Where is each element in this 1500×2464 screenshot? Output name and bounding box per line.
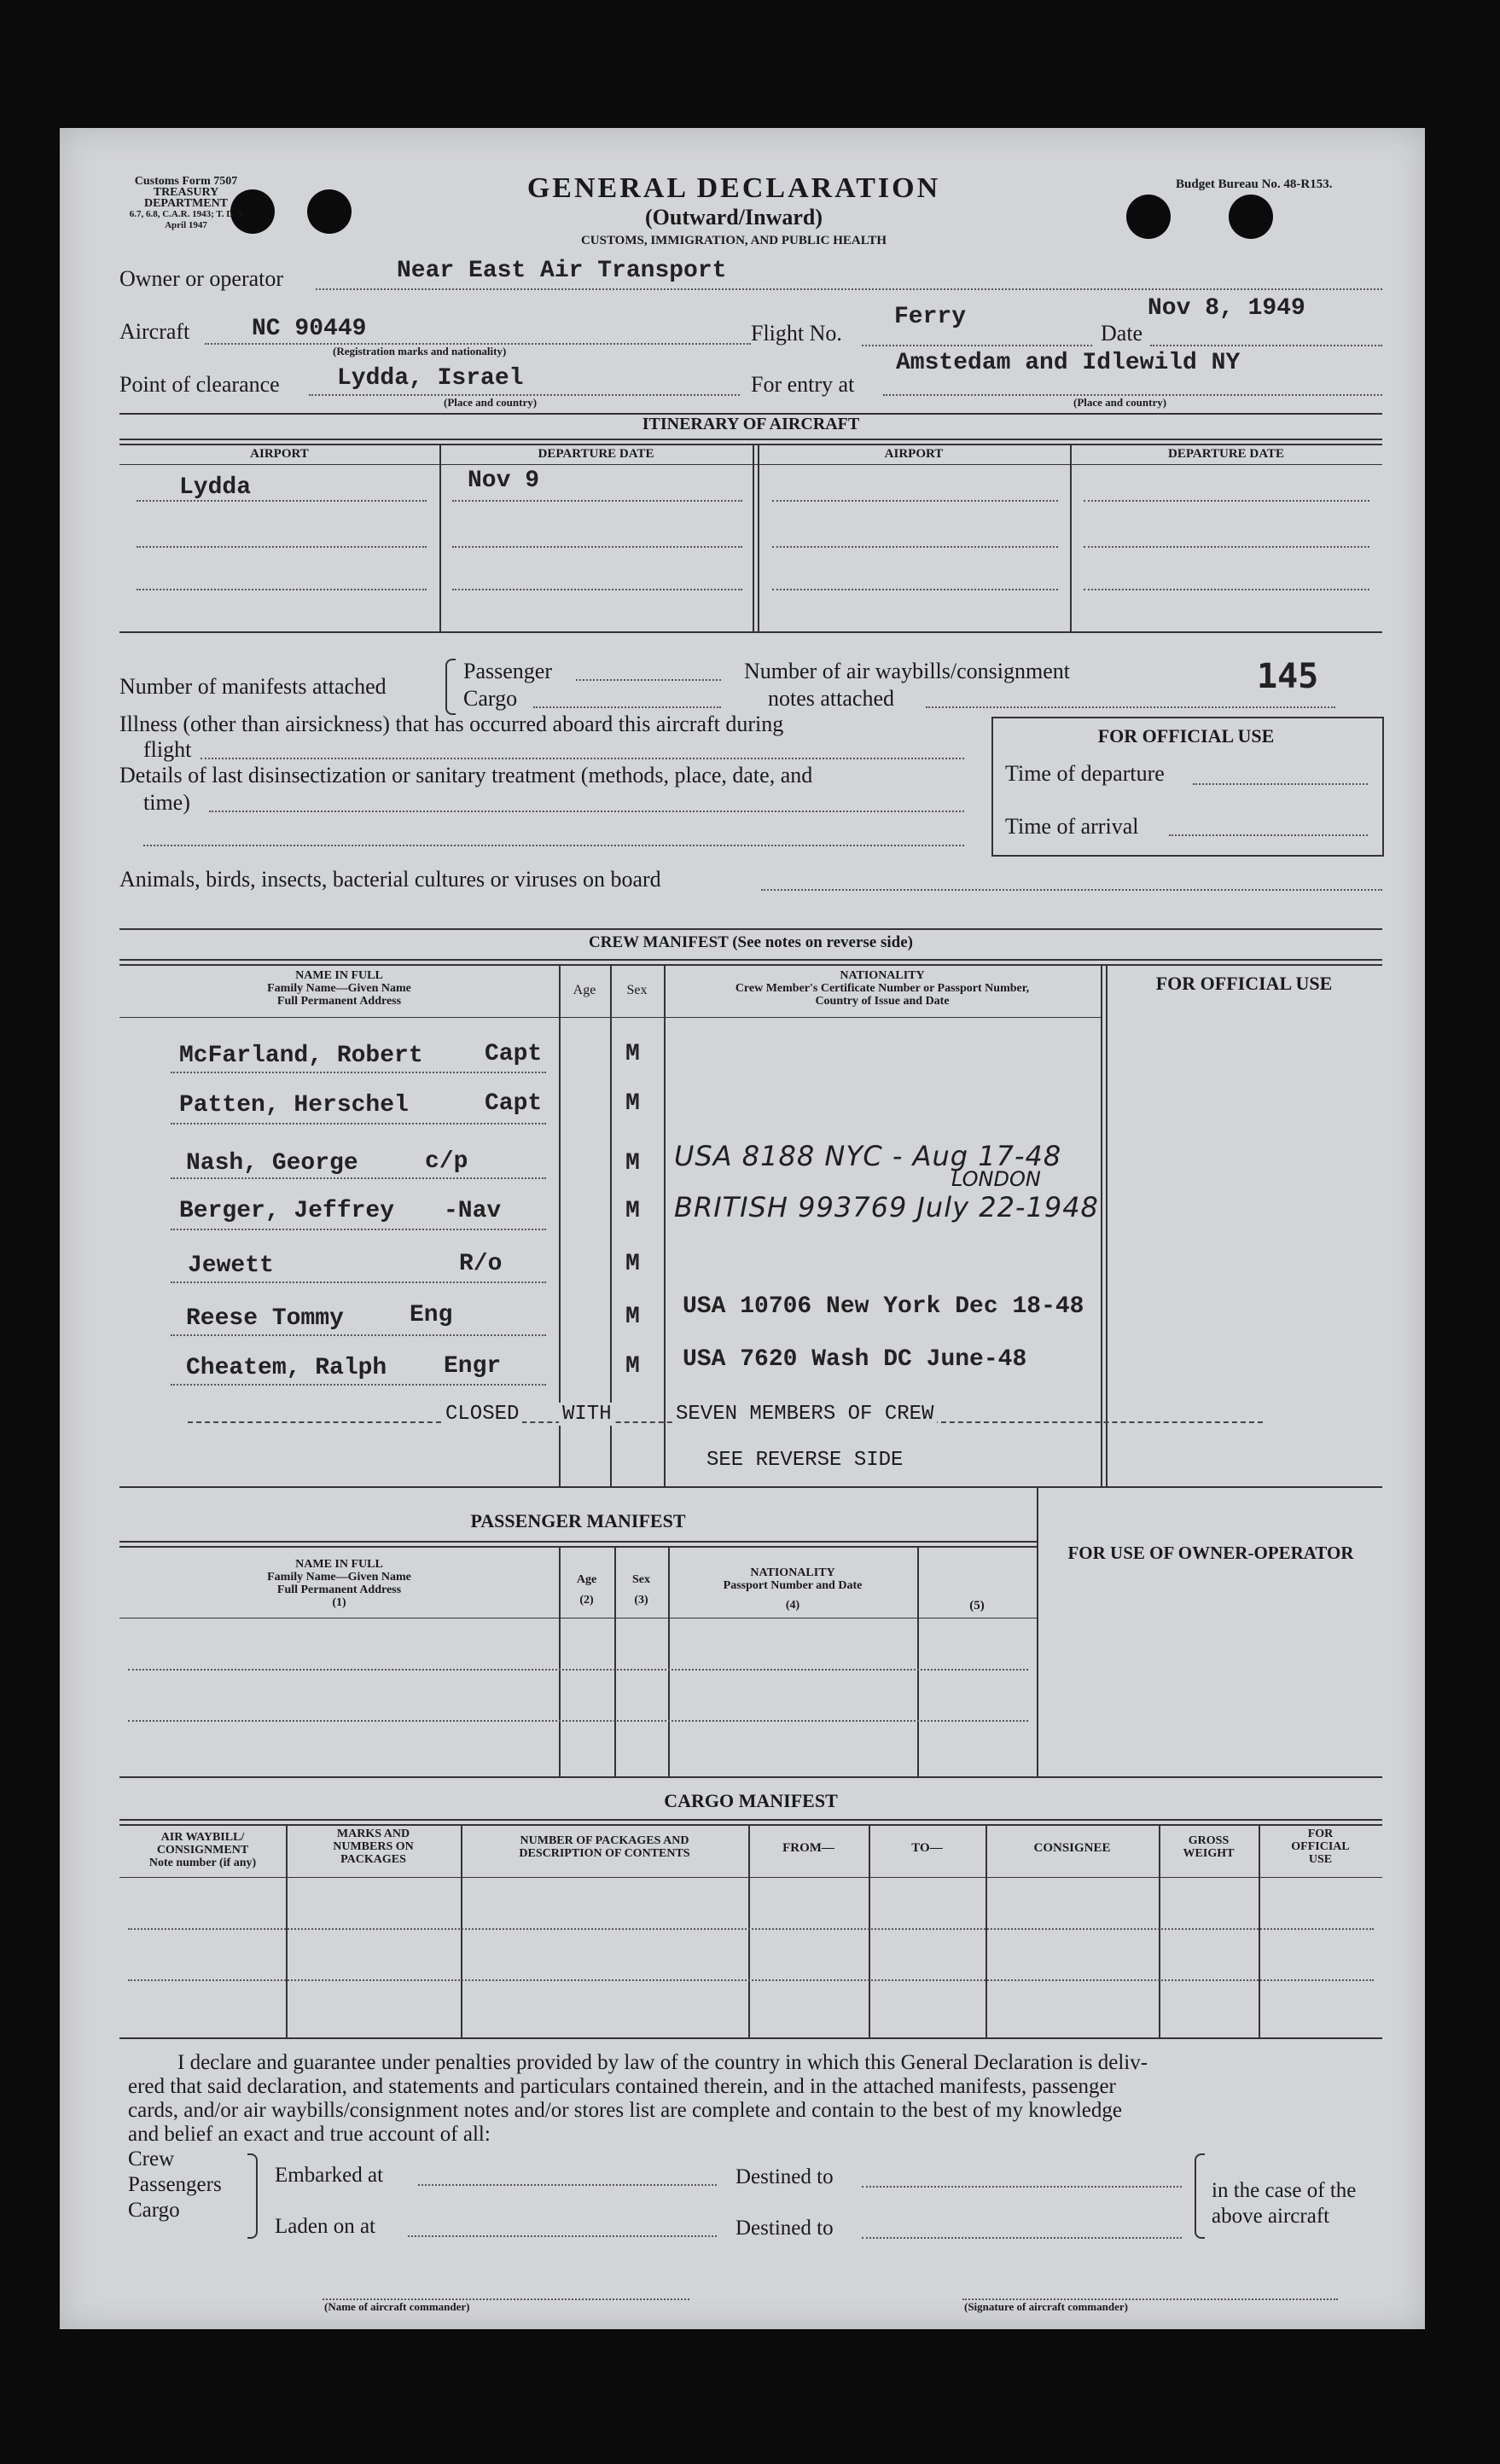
crew-manifest-title: CREW MANIFEST (See notes on reverse side) (589, 933, 913, 951)
itinerary-airport-value: Lydda (179, 474, 252, 501)
see-reverse: SEE REVERSE SIDE (706, 1449, 904, 1472)
punch-hole (1229, 195, 1273, 239)
crew-nationality: USA 10706 New York Dec 18-48 (683, 1293, 1084, 1320)
punch-hole (307, 189, 352, 234)
cargo-header-waybill: AIR WAYBILL/ CONSIGNMENT Note number (if any) (148, 1831, 257, 1869)
owner-line (316, 288, 1382, 290)
waybills-value: 145 (1257, 657, 1319, 696)
crew-role: -Nav (444, 1198, 502, 1224)
case-text: in the case of the (1212, 2179, 1357, 2202)
cargo-count-label: Cargo (463, 686, 518, 711)
cargo-header-official: FOR OFFICIAL USE (1291, 1828, 1350, 1866)
cargo-header-to: TO— (911, 1841, 943, 1855)
owner-operator-use: FOR USE OF OWNER-OPERATOR (1067, 1543, 1354, 1563)
illness-label-2: flight (143, 737, 192, 762)
cargo-header-packages: NUMBER OF PACKAGES AND DESCRIPTION OF CONTENTS (519, 1834, 690, 1860)
cargo-manifest-title: CARGO MANIFEST (664, 1790, 838, 1811)
crew-header-name: NAME IN FULL Family Name—Given Name Full Permanent Address (267, 969, 411, 1008)
agencies-line: CUSTOMS, IMMIGRATION, AND PUBLIC HEALTH (580, 234, 887, 247)
crew-name: Patten, Herschel (179, 1092, 409, 1119)
entry-note: (Place and country) (1073, 396, 1167, 409)
clearance-note: (Place and country) (444, 396, 538, 409)
crew-header-nationality: NATIONALITY Crew Member's Certificate Number or Passport Number, Country of Issue and Date (735, 969, 1030, 1008)
crew-sex: M (625, 1198, 640, 1224)
cargo-header-consignee: CONSIGNEE (1033, 1841, 1111, 1855)
crew-role: Engr (444, 1353, 502, 1380)
crew-nationality: USA 7620 Wash DC June-48 (683, 1346, 1027, 1373)
crew-sex: M (625, 1304, 640, 1330)
passenger-manifest-title: PASSENGER MANIFEST (470, 1510, 686, 1531)
declaration-categories: Crew Passengers Cargo (128, 2147, 222, 2222)
manifests-label: Number of manifests attached (119, 674, 387, 699)
clearance-value: Lydda, Israel (337, 365, 524, 392)
official-use-title: FOR OFFICIAL USE (1097, 725, 1275, 747)
crew-name: Nash, George (186, 1150, 358, 1177)
aircraft-value: NC 90449 (252, 316, 367, 342)
time-arrival-label: Time of arrival (1005, 814, 1139, 839)
waybills-label: Number of air waybills/consignment (744, 659, 1070, 683)
handwritten-london: LONDON (951, 1167, 1041, 1191)
date-label: Date (1101, 321, 1143, 346)
crew-name: McFarland, Robert (179, 1043, 423, 1069)
clearance-label: Point of clearance (119, 372, 280, 397)
itinerary-header-departure: DEPARTURE DATE (1167, 447, 1284, 461)
crew-sex: M (625, 1090, 640, 1117)
crew-nationality: USA 8188 NYC - Aug 17-48 (674, 1140, 1062, 1172)
entry-label: For entry at (751, 372, 855, 397)
manifests-brace (445, 659, 456, 715)
crew-header-sex: Sex (626, 983, 648, 997)
flight-label: Flight No. (751, 321, 842, 346)
aircraft-note: (Registration marks and nationality) (333, 345, 507, 357)
flight-value: Ferry (894, 304, 967, 330)
crew-official-use: FOR OFFICIAL USE (1155, 973, 1333, 994)
passenger-header-nationality: NATIONALITY Passport Number and Date (4) (723, 1566, 863, 1612)
itinerary-header-airport: AIRPORT (884, 447, 944, 461)
passenger-count-label: Passenger (463, 659, 552, 683)
time-departure-label: Time of departure (1005, 761, 1165, 786)
crew-name: Cheatem, Ralph (186, 1355, 387, 1381)
page-title: GENERAL DECLARATION (526, 172, 941, 204)
declaration-brace (247, 2153, 258, 2239)
crew-nationality: BRITISH 993769 July 22-1948 (674, 1191, 1099, 1223)
passenger-header-age: Age (2) (576, 1573, 597, 1607)
embarked-label: Embarked at (275, 2164, 384, 2187)
crew-role: R/o (459, 1251, 503, 1277)
crew-sex: M (625, 1251, 640, 1277)
case-text-2: above aircraft (1212, 2205, 1330, 2228)
closed-members: SEVEN MEMBERS OF CREW (672, 1403, 937, 1426)
itinerary-date-value: Nov 9 (468, 468, 540, 494)
owner-label: Owner or operator (119, 266, 284, 291)
disinsect-label: Details of last disinsectization or sanitary treatment (methods, place, date, and (119, 763, 813, 787)
flight-line (862, 345, 1092, 346)
itinerary-header-airport: AIRPORT (250, 447, 309, 461)
case-brace (1195, 2153, 1205, 2239)
commander-signature-label: (Signature of aircraft commander) (964, 2300, 1128, 2313)
crew-role: c/p (425, 1148, 468, 1175)
crew-name: Berger, Jeffrey (179, 1198, 395, 1224)
punch-hole (1126, 195, 1171, 239)
illness-label: Illness (other than airsickness) that has occurred aboard this aircraft during (119, 712, 784, 736)
passenger-header-name: NAME IN FULL Family Name—Given Name Full Permanent Address (1) (267, 1558, 411, 1609)
waybills-label-2: notes attached (768, 686, 894, 711)
form-id: Customs Form 7507 TREASURY DEPARTMENT 6.7, 6.8, C.A.R. 1943; T. D. 5 April 1947 (129, 175, 243, 230)
crew-sex: M (625, 1150, 640, 1177)
crew-name: Jewett (188, 1252, 274, 1279)
disinsect-label-2: time) (143, 790, 190, 815)
date-value: Nov 8, 1949 (1148, 295, 1305, 322)
crew-name: Reese Tommy (186, 1305, 344, 1332)
animals-label: Animals, birds, insects, bacterial cultures or viruses on board (119, 867, 661, 892)
crew-header-age: Age (573, 983, 596, 997)
itinerary-title: ITINERARY OF AIRCRAFT (642, 415, 860, 433)
closed-text: CLOSED (442, 1403, 522, 1426)
passenger-header-5: (5) (969, 1599, 985, 1613)
budget-bureau: Budget Bureau No. 48-R153. (1176, 177, 1333, 191)
owner-value: Near East Air Transport (397, 258, 727, 284)
cargo-header-weight: GROSS WEIGHT (1183, 1834, 1235, 1860)
commander-name-label: (Name of aircraft commander) (324, 2300, 470, 2313)
aircraft-label: Aircraft (119, 319, 190, 344)
entry-value: Amstedam and Idlewild NY (896, 350, 1241, 376)
cargo-header-marks: MARKS AND NUMBERS ON PACKAGES (333, 1828, 414, 1866)
crew-sex: M (625, 1041, 640, 1067)
crew-sex: M (625, 1353, 640, 1380)
destined-label: Destined to (735, 2165, 834, 2188)
passenger-header-sex: Sex (3) (632, 1573, 650, 1607)
crew-role: Capt (485, 1041, 543, 1067)
closed-with: WITH (559, 1403, 615, 1426)
destined-label-2: Destined to (735, 2217, 834, 2240)
declaration-text: I declare and guarantee under penalties provided by law of the country in which this General Declaration is deliv- ered that said declaration, and statements and particulars contained therein, and in the attached manifests, passenger cards, and/or air waybills/consignment notes and/or stores list are complete and contain to the best of my knowledge and belief an exact and true account of all: (128, 2051, 1148, 2146)
page-subtitle: (Outward/Inward) (644, 205, 823, 230)
laden-label: Laden on at (275, 2215, 376, 2238)
crew-role: Eng (410, 1302, 453, 1328)
itinerary-header-departure: DEPARTURE DATE (538, 447, 654, 461)
cargo-header-from: FROM— (782, 1841, 834, 1855)
date-line (1150, 345, 1382, 346)
crew-role: Capt (485, 1090, 543, 1117)
